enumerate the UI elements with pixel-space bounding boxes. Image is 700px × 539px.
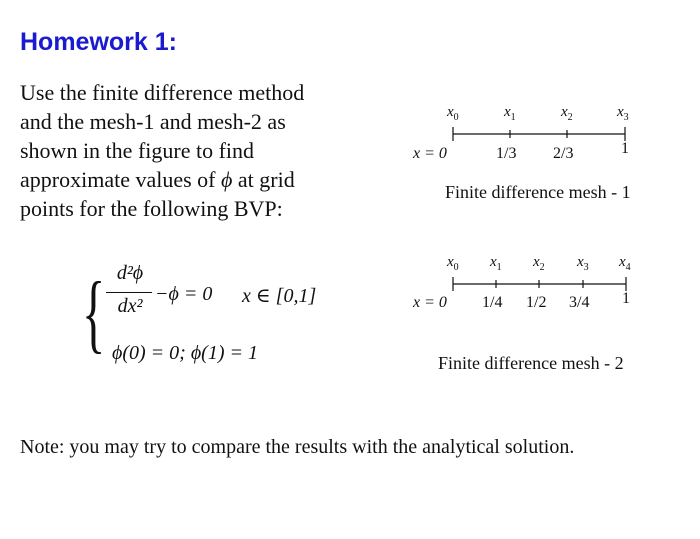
mesh2-tick-label-3: 3/4 — [569, 294, 590, 311]
problem-line-4b: at grid — [237, 167, 295, 192]
mesh2-tick-label-1: 1/4 — [482, 294, 503, 311]
problem-line-4a: approximate values of — [20, 167, 216, 192]
mesh2-node-2: $x_2$ — [533, 254, 545, 273]
eq-boundary: ϕ(0) = 0; ϕ(1) = 1 — [112, 342, 258, 364]
mesh1-start-label: x = 0 — [413, 145, 447, 162]
mesh2-tick-label-2: 1/2 — [526, 294, 547, 311]
mesh2-caption: Finite difference mesh - 2 — [438, 353, 624, 373]
eq-rest: −ϕ = 0 — [155, 283, 213, 305]
mesh1-caption: Finite difference mesh - 1 — [445, 182, 631, 202]
eq-numerator: d²ϕ — [116, 262, 144, 284]
mesh1-tick-label-1: 1/3 — [496, 145, 517, 162]
mesh2-node-3: $x_3$ — [577, 254, 589, 273]
problem-line-2: and the mesh-1 and mesh-2 as — [20, 109, 286, 134]
mesh1-tick-label-3: 1 — [621, 140, 629, 157]
phi-symbol: ϕ — [221, 167, 233, 192]
homework-title: Homework 1: — [20, 28, 177, 56]
mesh2-node-0: $x_0$ — [447, 254, 459, 273]
mesh2-start-label: x = 0 — [413, 294, 447, 311]
mesh1-tick-label-2: 2/3 — [553, 145, 574, 162]
mesh1-node-1: $x_1$ — [504, 104, 516, 123]
problem-line-3: shown in the figure to find — [20, 138, 255, 163]
problem-line-5: points for the following BVP: — [20, 196, 283, 221]
mesh2-node-4: $x_4$ — [619, 254, 631, 273]
mesh1-line — [453, 127, 625, 141]
mesh1-node-0: $x_0$ — [447, 104, 459, 123]
mesh2-tick-label-4: 1 — [622, 290, 630, 307]
eq-domain: x ∈ [0,1] — [242, 285, 317, 307]
mesh1-node-3: $x_3$ — [617, 104, 629, 123]
mesh2-node-1: $x_1$ — [490, 254, 502, 273]
note-text: Note: you may try to compare the results with the analytical solution. — [20, 436, 575, 458]
mesh1-node-2: $x_2$ — [561, 104, 573, 123]
problem-line-1: Use the finite difference method — [20, 80, 305, 105]
eq-denominator: dx² — [117, 295, 143, 317]
system-brace: { — [82, 265, 106, 362]
mesh2-line — [453, 277, 626, 291]
